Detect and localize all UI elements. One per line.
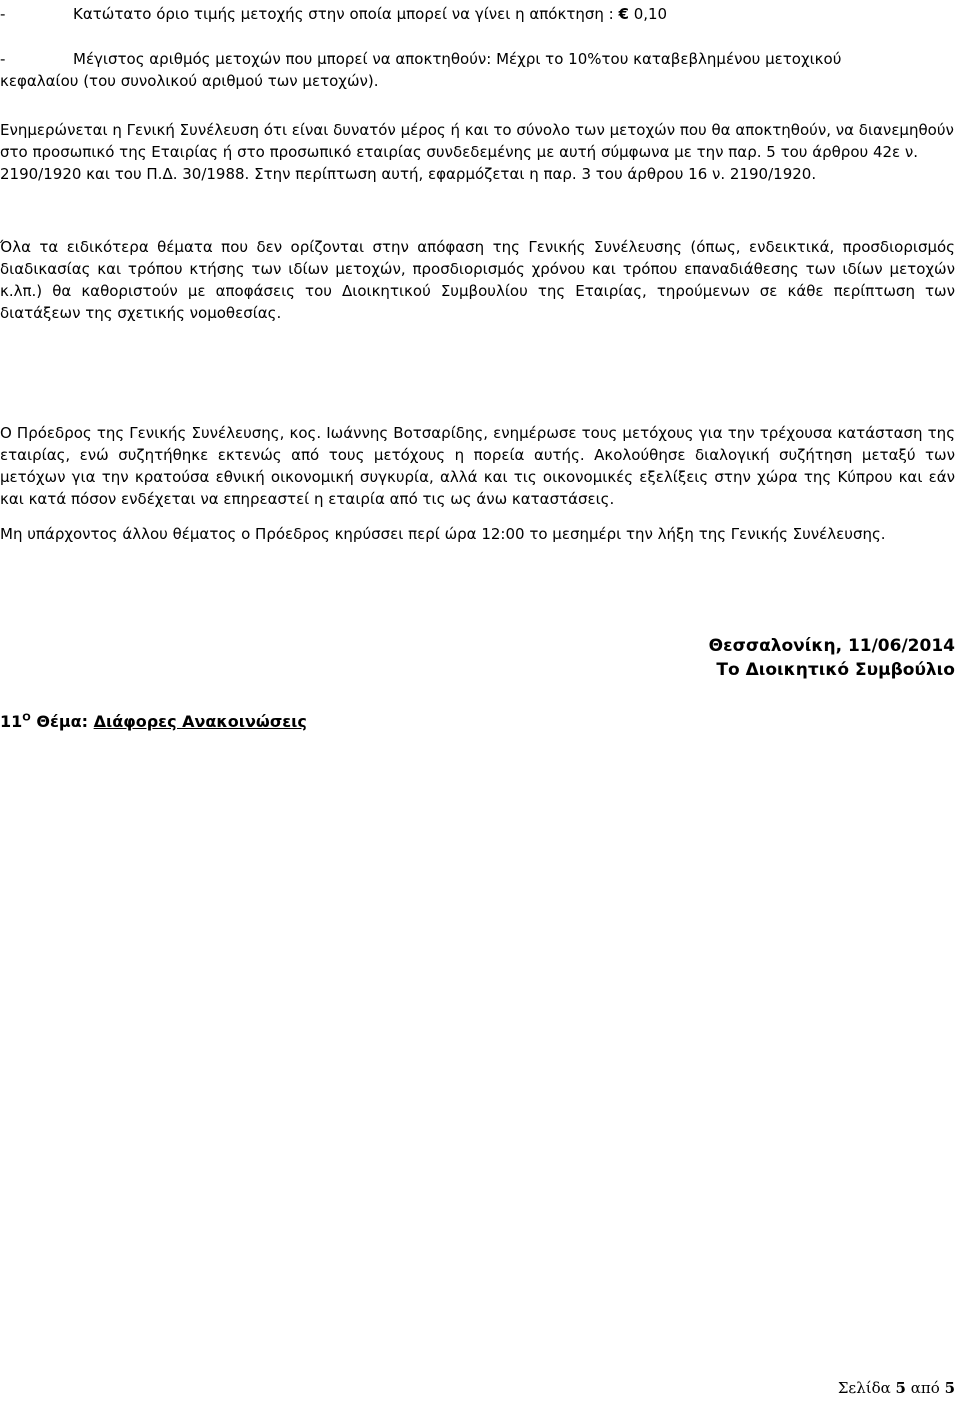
list-item-max-shares-continued <box>0 70 955 92</box>
paragraph-board-decisions: Όλα τα ειδικότερα θέματα που δεν ορίζονται στην απόφαση της Γενικής Συνέλευσης (όπως, ενδεικτικά, προσδιορισμός διαδικασίας και τρόπου κτήσης των ιδίων μετοχών, προσδιορισμός χρόνου και τρόπου επαναδιάθεσης των ιδίων μετοχών κ.λπ.) θα καθοριστούν με αποφάσεις του Διοικητικού Συμβουλίου της Εταιρίας, τηρούμενων σε κάθε περίπτωση των διατάξεων της σχετικής νομοθεσίας. <box>0 238 955 322</box>
page-number-footer <box>838 1379 955 1397</box>
footer-current-page: 5 <box>895 1379 906 1397</box>
signature-block <box>709 634 955 682</box>
paragraph-chairman-update: Ο Πρόεδρος της Γενικής Συνέλευσης, κος. Ιωάννης Βοτσαρίδης, ενημέρωσε τους μετόχους για την τρέχουσα κατάσταση της εταιρίας, ενώ συζητήθηκε εκτενώς από τους μετόχους η πορεία αυτής. Ακολούθησε διαλογική συζήτηση μεταξύ των μετόχων για την κρατούσα εθνική οικονομική συγκυρία, αλλά και τις οικονομικές εξελίξεις στην χώρα της Κύπρου και εάν και κατά πόσον ενδέχεται να επηρεαστεί η εταιρία από τις ως άνω καταστάσεις. <box>0 424 955 508</box>
heading-title: Διάφορες Ανακοινώσεις <box>93 712 307 731</box>
signature-place-date: Θεσσαλονίκη, 11/06/2014 <box>708 636 955 656</box>
section-heading <box>0 711 307 733</box>
heading-superscript: Ο <box>22 712 31 724</box>
euro-icon: € <box>618 5 629 23</box>
list-dash: - <box>0 50 6 68</box>
list-item-text <box>73 3 667 25</box>
paragraph-employee-distribution: Ενημερώνεται η Γενική Συνέλευση ότι είναι δυνατόν μέρος ή και το σύνολο των μετοχών που θα αποκτηθούν, να διανεμηθούν στο προσωπικό της Εταιρίας ή στο προσωπικό εταιρίας συνδεδεμένης με αυτή σύμφωνα με την παρ. 5 του άρθρου 42ε ν. 2190/1920 και του Π.Δ. 30/1988. Στην περίπτωση αυτή, εφαρμόζεται η παρ. 3 του άρθρου 16 ν. 2190/1920. <box>0 121 954 183</box>
footer-page-word: Σελίδα <box>837 1379 891 1397</box>
min-price-label: Κατώτατο όριο τιμής μετοχής στην οποία μπορεί να γίνει η απόκτηση : <box>73 5 619 23</box>
heading-label: Θέμα: <box>36 712 89 731</box>
list-dash: - <box>0 5 6 23</box>
list-item-text-line1: Μέγιστος αριθμός μετοχών που μπορεί να αποκτηθούν: Μέχρι το 10%του καταβεβλημένου μετοχικού <box>73 50 842 68</box>
list-item-text-line2: κεφαλαίου (του συνολικού αριθμού των μετοχών). <box>0 72 379 90</box>
footer-of-word: από <box>910 1379 940 1397</box>
min-price-value: 0,10 <box>633 5 668 23</box>
heading-number: 11 <box>0 712 23 731</box>
footer-total-pages: 5 <box>944 1379 955 1397</box>
signature-signatory: Το Διοικητικό Συμβούλιο <box>716 660 955 680</box>
paragraph-meeting-close: Μη υπάρχοντος άλλου θέματος ο Πρόεδρος κηρύσσει περί ώρα 12:00 το μεσημέρι την λήξη της Γενικής Συνέλευσης. <box>0 525 886 543</box>
